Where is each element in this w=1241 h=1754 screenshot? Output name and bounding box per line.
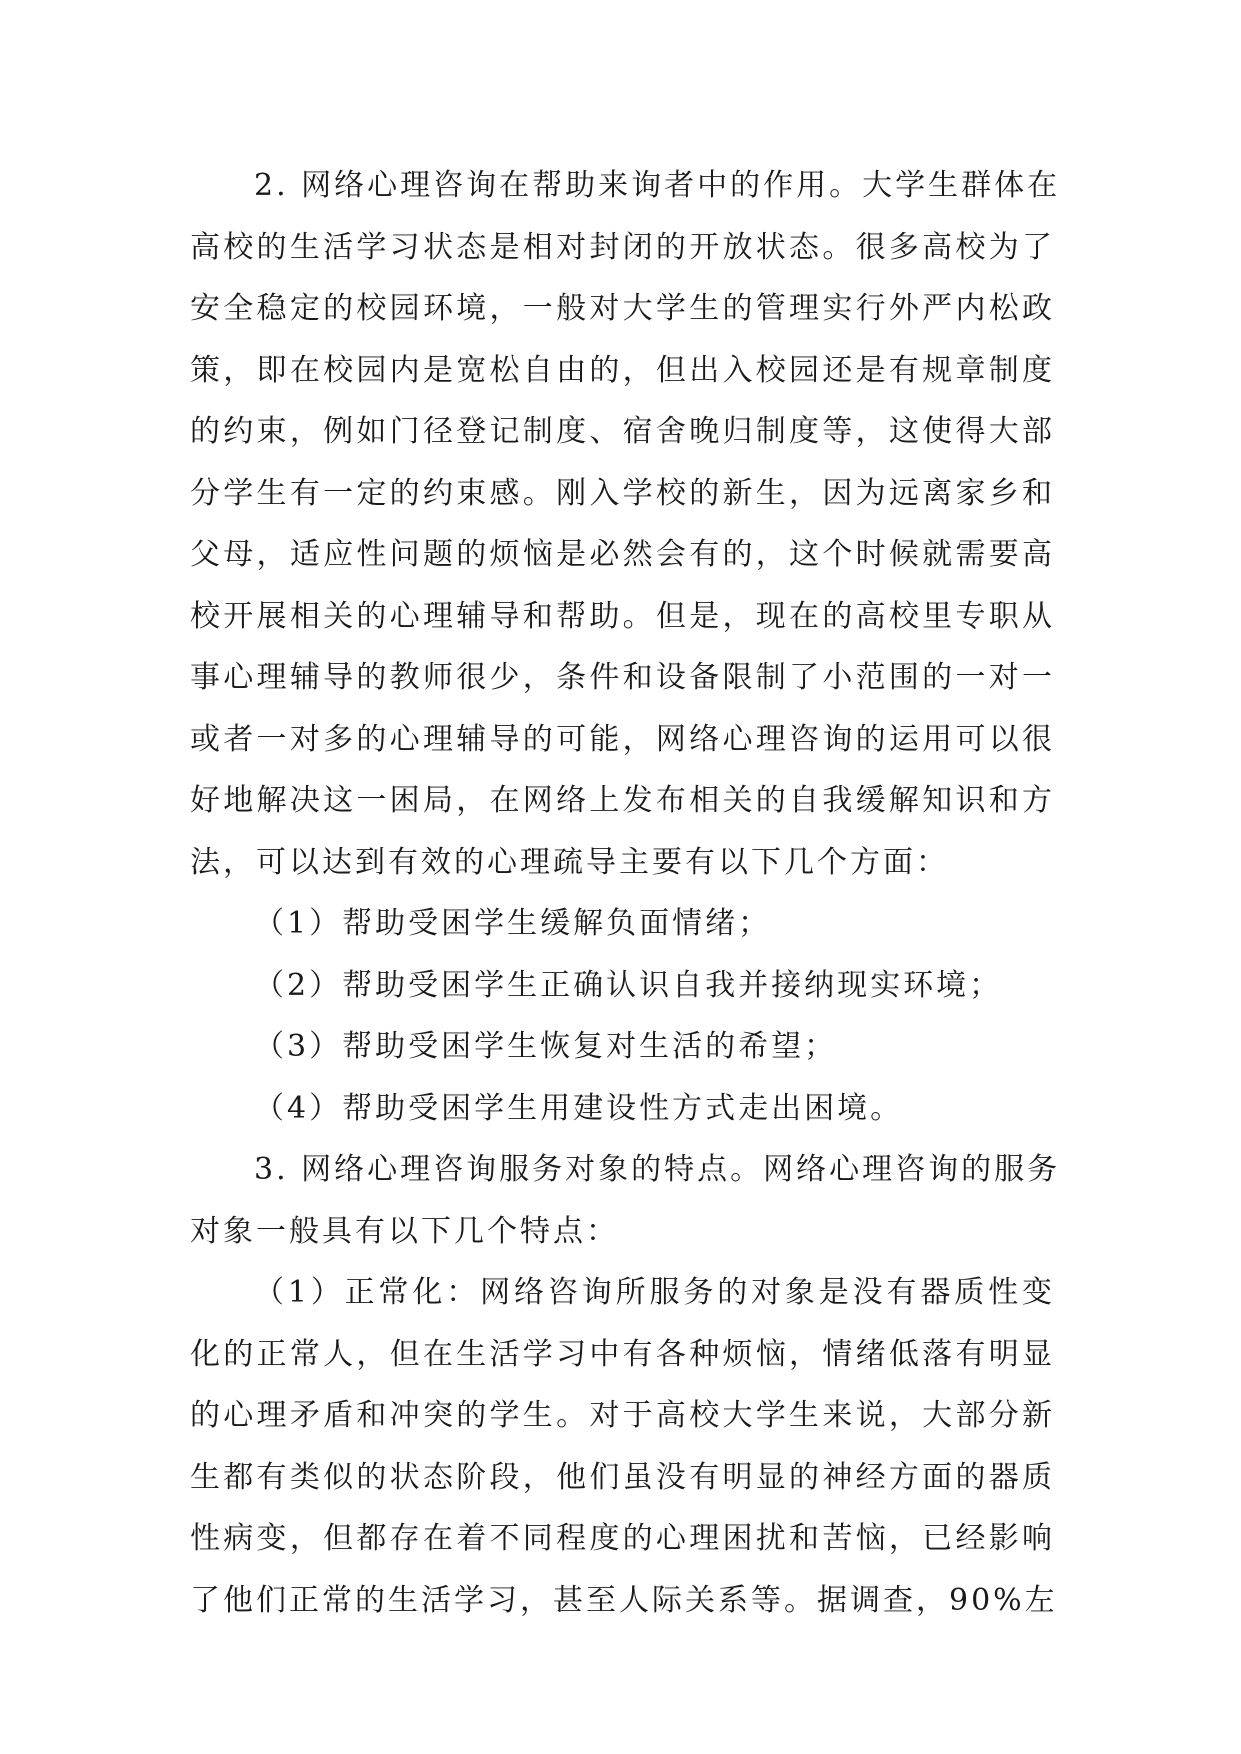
paragraph-line: 3. 网络心理咨询服务对象的特点。网络心理咨询的服务 <box>254 1152 1061 1187</box>
paragraph-line: 2. 网络心理咨询在帮助来询者中的作用。大学生群体在 <box>254 168 1061 203</box>
paragraph-line: 对象一般具有以下几个特点： <box>190 1213 619 1249</box>
paragraph-line: 性病变，但都存在着不同程度的心理困扰和苦恼，已经影响 <box>190 1521 1055 1556</box>
paragraph-line: （1）正常化：网络咨询所服务的对象是没有器质性变 <box>254 1275 1055 1310</box>
paragraph-line: 的约束，例如门径登记制度、宿舍晚归制度等，这使得大部 <box>190 414 1055 449</box>
paragraph-line: 了他们正常的生活学习，甚至人际关系等。据调查，90%左 <box>190 1582 1058 1618</box>
list-item: （2）帮助受困学生正确认识自我并接纳现实环境； <box>254 967 1003 1003</box>
paragraph-line: 策，即在校园内是宽松自由的，但出入校园还是有规章制度 <box>190 352 1055 388</box>
paragraph-line: 分学生有一定的约束感。刚入学校的新生，因为远离家乡和 <box>190 475 1055 511</box>
paragraph-line: 好地解决这一困局，在网络上发布相关的自我缓解知识和方 <box>190 783 1055 818</box>
paragraph-line: 法，可以达到有效的心理疏导主要有以下几个方面： <box>190 844 949 880</box>
paragraph-line: 化的正常人，但在生活学习中有各种烦恼，情绪低落有明显 <box>190 1336 1055 1372</box>
paragraph-line: 高校的生活学习状态是相对封闭的开放状态。很多高校为了 <box>190 229 1055 265</box>
list-item: （1）帮助受困学生缓解负面情绪； <box>254 906 772 941</box>
paragraph-line: 的心理矛盾和冲突的学生。对于高校大学生来说，大部分新 <box>190 1398 1055 1433</box>
list-item: （4）帮助受困学生用建设性方式走出困境。 <box>254 1090 904 1126</box>
paragraph-line: 父母，适应性问题的烦恼是必然会有的，这个时候就需要高 <box>190 537 1055 572</box>
list-item: （3）帮助受困学生恢复对生活的希望； <box>254 1029 838 1064</box>
paragraph-line: 生都有类似的状态阶段，他们虽没有明显的神经方面的器质 <box>190 1459 1055 1495</box>
paragraph-line: 安全稳定的校园环境，一般对大学生的管理实行外严内松政 <box>190 291 1055 326</box>
paragraph-line: 或者一对多的心理辅导的可能，网络心理咨询的运用可以很 <box>190 721 1055 757</box>
body-text <box>190 155 1061 1631</box>
paragraph-line: 事心理辅导的教师很少，条件和设备限制了小范围的一对一 <box>190 660 1055 695</box>
paragraph-line: 校开展相关的心理辅导和帮助。但是，现在的高校里专职从 <box>190 598 1055 634</box>
